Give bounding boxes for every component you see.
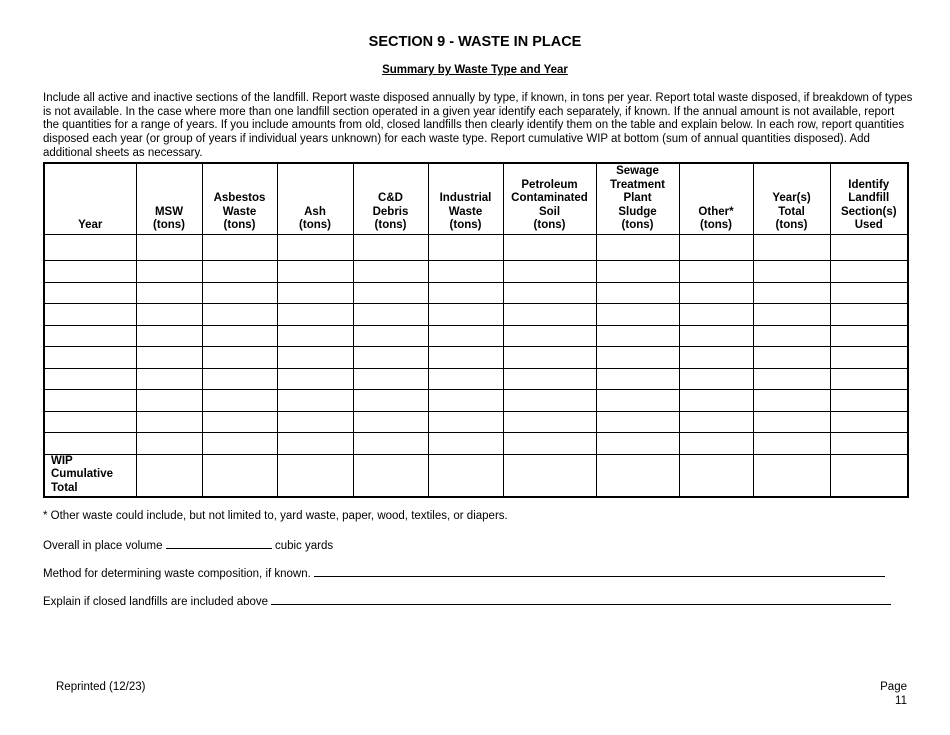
- method-label: Method for determining waste composition, if known.: [43, 568, 311, 580]
- cell-cd-debris[interactable]: [353, 368, 428, 390]
- cell-year[interactable]: [44, 235, 136, 261]
- cell-sewage-sludge[interactable]: [596, 347, 679, 369]
- other-waste-footnote: * Other waste could include, but not limited to, yard waste, paper, wood, textiles, or diapers.: [43, 510, 508, 522]
- cell-year[interactable]: [44, 347, 136, 369]
- cell-ash[interactable]: [277, 304, 353, 326]
- cell-ash[interactable]: [277, 347, 353, 369]
- table-row: [44, 411, 908, 433]
- cell-years-total[interactable]: [753, 282, 830, 304]
- table-row: [44, 261, 908, 283]
- instructions-paragraph: Include all active and inactive sections of the landfill. Report waste disposed annually by type, if known, in tons per year. Report total waste disposed, if breakdown of types is not available. In the case where more than one landfill section operated in a given year identify each separately, if known. If the annual amount is not available, report the quantities for a range of years. If you include amounts from old, closed landfills then clearly identify them on the table and explain below. In each row, report quantities disposed each year (or group of years if individual years unknown) for each waste type. Report cumulative WIP at bottom (sum of annual quantities disposed). Add additional sheets as necessary.: [43, 92, 913, 159]
- waste-summary-table: [43, 162, 909, 498]
- cell-years-total[interactable]: [753, 411, 830, 433]
- cell-msw[interactable]: [136, 261, 202, 283]
- table-row: [44, 235, 908, 261]
- header-other: Other* (tons): [679, 163, 753, 235]
- wip-row: [44, 454, 908, 497]
- header-sewage-sludge: Sewage Treatment Plant Sludge (tons): [596, 163, 679, 235]
- cell-sewage-sludge[interactable]: [596, 368, 679, 390]
- cell-year[interactable]: [44, 433, 136, 455]
- cell-ash[interactable]: [277, 282, 353, 304]
- cell-msw[interactable]: [136, 235, 202, 261]
- cell-msw[interactable]: [136, 347, 202, 369]
- cell-petroleum-soil[interactable]: [503, 433, 596, 455]
- cell-other[interactable]: [679, 261, 753, 283]
- cell-cd-debris[interactable]: [353, 411, 428, 433]
- cell-petroleum-soil[interactable]: [503, 304, 596, 326]
- cell-asbestos[interactable]: [202, 368, 277, 390]
- cell-msw[interactable]: [136, 304, 202, 326]
- cell-asbestos[interactable]: [202, 261, 277, 283]
- volume-label: Overall in place volume: [43, 540, 163, 552]
- cell-industrial[interactable]: [428, 411, 503, 433]
- cell-asbestos[interactable]: [202, 411, 277, 433]
- cell-sewage-sludge[interactable]: [596, 235, 679, 261]
- cell-industrial[interactable]: [428, 368, 503, 390]
- table-row: [44, 282, 908, 304]
- wip-cell-cd-debris[interactable]: [353, 454, 428, 497]
- cell-other[interactable]: [679, 368, 753, 390]
- cell-landfill-sections[interactable]: [830, 433, 908, 455]
- cell-sewage-sludge[interactable]: [596, 325, 679, 347]
- volume-line: [43, 538, 333, 552]
- cell-years-total[interactable]: [753, 304, 830, 326]
- cell-year[interactable]: [44, 282, 136, 304]
- cell-ash[interactable]: [277, 235, 353, 261]
- cell-asbestos[interactable]: [202, 304, 277, 326]
- cell-industrial[interactable]: [428, 282, 503, 304]
- cell-year[interactable]: [44, 390, 136, 412]
- page-number-block: [880, 681, 907, 708]
- header-years-total: Year(s) Total (tons): [753, 163, 830, 235]
- cell-other[interactable]: [679, 235, 753, 261]
- cell-year[interactable]: [44, 325, 136, 347]
- cell-ash[interactable]: [277, 261, 353, 283]
- cell-landfill-sections[interactable]: [830, 325, 908, 347]
- cell-ash[interactable]: [277, 325, 353, 347]
- section-title: SECTION 9 - WASTE IN PLACE: [368, 34, 582, 50]
- cell-ash[interactable]: [277, 390, 353, 412]
- cell-sewage-sludge[interactable]: [596, 411, 679, 433]
- cell-asbestos[interactable]: [202, 390, 277, 412]
- cell-sewage-sludge[interactable]: [596, 282, 679, 304]
- header-petroleum-soil: Petroleum Contaminated Soil (tons): [503, 163, 596, 235]
- header-msw: MSW (tons): [136, 163, 202, 235]
- cell-msw[interactable]: [136, 368, 202, 390]
- cell-landfill-sections[interactable]: [830, 390, 908, 412]
- method-input-line[interactable]: [314, 566, 885, 577]
- cell-years-total[interactable]: [753, 347, 830, 369]
- wip-cell-years-total[interactable]: [753, 454, 830, 497]
- closed-landfills-input-line[interactable]: [271, 594, 891, 605]
- cell-other[interactable]: [679, 411, 753, 433]
- cell-msw[interactable]: [136, 390, 202, 412]
- cell-msw[interactable]: [136, 325, 202, 347]
- cell-industrial[interactable]: [428, 325, 503, 347]
- cell-years-total[interactable]: [753, 325, 830, 347]
- cell-cd-debris[interactable]: [353, 261, 428, 283]
- cell-landfill-sections[interactable]: [830, 304, 908, 326]
- cell-petroleum-soil[interactable]: [503, 347, 596, 369]
- cell-year[interactable]: [44, 304, 136, 326]
- cell-cd-debris[interactable]: [353, 390, 428, 412]
- cell-cd-debris[interactable]: [353, 304, 428, 326]
- table-row: [44, 433, 908, 455]
- cell-msw[interactable]: [136, 433, 202, 455]
- cell-industrial[interactable]: [428, 304, 503, 326]
- wip-label-cell: WIP Cumulative Total: [44, 454, 136, 497]
- table-body: [44, 235, 908, 497]
- cell-landfill-sections[interactable]: [830, 411, 908, 433]
- cell-landfill-sections[interactable]: [830, 282, 908, 304]
- closed-landfills-label: Explain if closed landfills are included above: [43, 596, 269, 608]
- wip-cell-msw[interactable]: [136, 454, 202, 497]
- cell-petroleum-soil[interactable]: [503, 411, 596, 433]
- cell-years-total[interactable]: [753, 235, 830, 261]
- cell-msw[interactable]: [136, 411, 202, 433]
- wip-cell-petroleum-soil[interactable]: [503, 454, 596, 497]
- wip-cell-sewage-sludge[interactable]: [596, 454, 679, 497]
- cell-sewage-sludge[interactable]: [596, 304, 679, 326]
- cell-msw[interactable]: [136, 282, 202, 304]
- wip-cell-other[interactable]: [679, 454, 753, 497]
- page-label: Page: [880, 681, 907, 693]
- cell-sewage-sludge[interactable]: [596, 261, 679, 283]
- cell-years-total[interactable]: [753, 433, 830, 455]
- header-landfill-sections: Identify Landfill Section(s) Used: [830, 163, 908, 235]
- page-number: 11: [895, 694, 907, 707]
- cell-industrial[interactable]: [428, 390, 503, 412]
- cell-cd-debris[interactable]: [353, 433, 428, 455]
- cell-ash[interactable]: [277, 433, 353, 455]
- table-subtitle: Summary by Waste Type and Year: [382, 64, 568, 76]
- header-asbestos: Asbestos Waste (tons): [202, 163, 277, 235]
- cell-cd-debris[interactable]: [353, 282, 428, 304]
- cell-other[interactable]: [679, 282, 753, 304]
- wip-cell-ash[interactable]: [277, 454, 353, 497]
- cell-petroleum-soil[interactable]: [503, 368, 596, 390]
- reprinted-note: Reprinted (12/23): [56, 681, 146, 693]
- cell-year[interactable]: [44, 368, 136, 390]
- header-row: [44, 163, 908, 235]
- cell-asbestos[interactable]: [202, 325, 277, 347]
- cell-petroleum-soil[interactable]: [503, 235, 596, 261]
- cell-industrial[interactable]: [428, 433, 503, 455]
- table-row: [44, 390, 908, 412]
- cell-sewage-sludge[interactable]: [596, 390, 679, 412]
- volume-input-line[interactable]: [166, 538, 272, 549]
- header-industrial: Industrial Waste (tons): [428, 163, 503, 235]
- cell-cd-debris[interactable]: [353, 347, 428, 369]
- cell-other[interactable]: [679, 325, 753, 347]
- cell-asbestos[interactable]: [202, 282, 277, 304]
- table-row: [44, 304, 908, 326]
- wip-cell-asbestos[interactable]: [202, 454, 277, 497]
- cell-sewage-sludge[interactable]: [596, 433, 679, 455]
- header-ash: Ash (tons): [277, 163, 353, 235]
- cell-cd-debris[interactable]: [353, 325, 428, 347]
- header-cd-debris: C&D Debris (tons): [353, 163, 428, 235]
- cell-other[interactable]: [679, 390, 753, 412]
- cell-other[interactable]: [679, 304, 753, 326]
- cell-asbestos[interactable]: [202, 347, 277, 369]
- cell-petroleum-soil[interactable]: [503, 282, 596, 304]
- table-row: [44, 325, 908, 347]
- method-line: [43, 566, 885, 580]
- cell-petroleum-soil[interactable]: [503, 261, 596, 283]
- wip-cell-industrial[interactable]: [428, 454, 503, 497]
- wip-cell-landfill-sections[interactable]: [830, 454, 908, 497]
- cell-ash[interactable]: [277, 368, 353, 390]
- closed-landfills-line: [43, 594, 891, 608]
- cell-petroleum-soil[interactable]: [503, 390, 596, 412]
- cell-years-total[interactable]: [753, 261, 830, 283]
- table-row: [44, 368, 908, 390]
- cell-industrial[interactable]: [428, 347, 503, 369]
- cell-petroleum-soil[interactable]: [503, 325, 596, 347]
- cell-landfill-sections[interactable]: [830, 261, 908, 283]
- table-row: [44, 347, 908, 369]
- cell-year[interactable]: [44, 411, 136, 433]
- cell-industrial[interactable]: [428, 235, 503, 261]
- header-year: Year: [44, 163, 136, 235]
- volume-unit: cubic yards: [274, 540, 334, 552]
- cell-other[interactable]: [679, 347, 753, 369]
- cell-landfill-sections[interactable]: [830, 368, 908, 390]
- cell-asbestos[interactable]: [202, 433, 277, 455]
- cell-ash[interactable]: [277, 411, 353, 433]
- cell-industrial[interactable]: [428, 261, 503, 283]
- cell-landfill-sections[interactable]: [830, 347, 908, 369]
- cell-years-total[interactable]: [753, 368, 830, 390]
- cell-landfill-sections[interactable]: [830, 235, 908, 261]
- cell-asbestos[interactable]: [202, 235, 277, 261]
- cell-year[interactable]: [44, 261, 136, 283]
- cell-other[interactable]: [679, 433, 753, 455]
- cell-years-total[interactable]: [753, 390, 830, 412]
- cell-cd-debris[interactable]: [353, 235, 428, 261]
